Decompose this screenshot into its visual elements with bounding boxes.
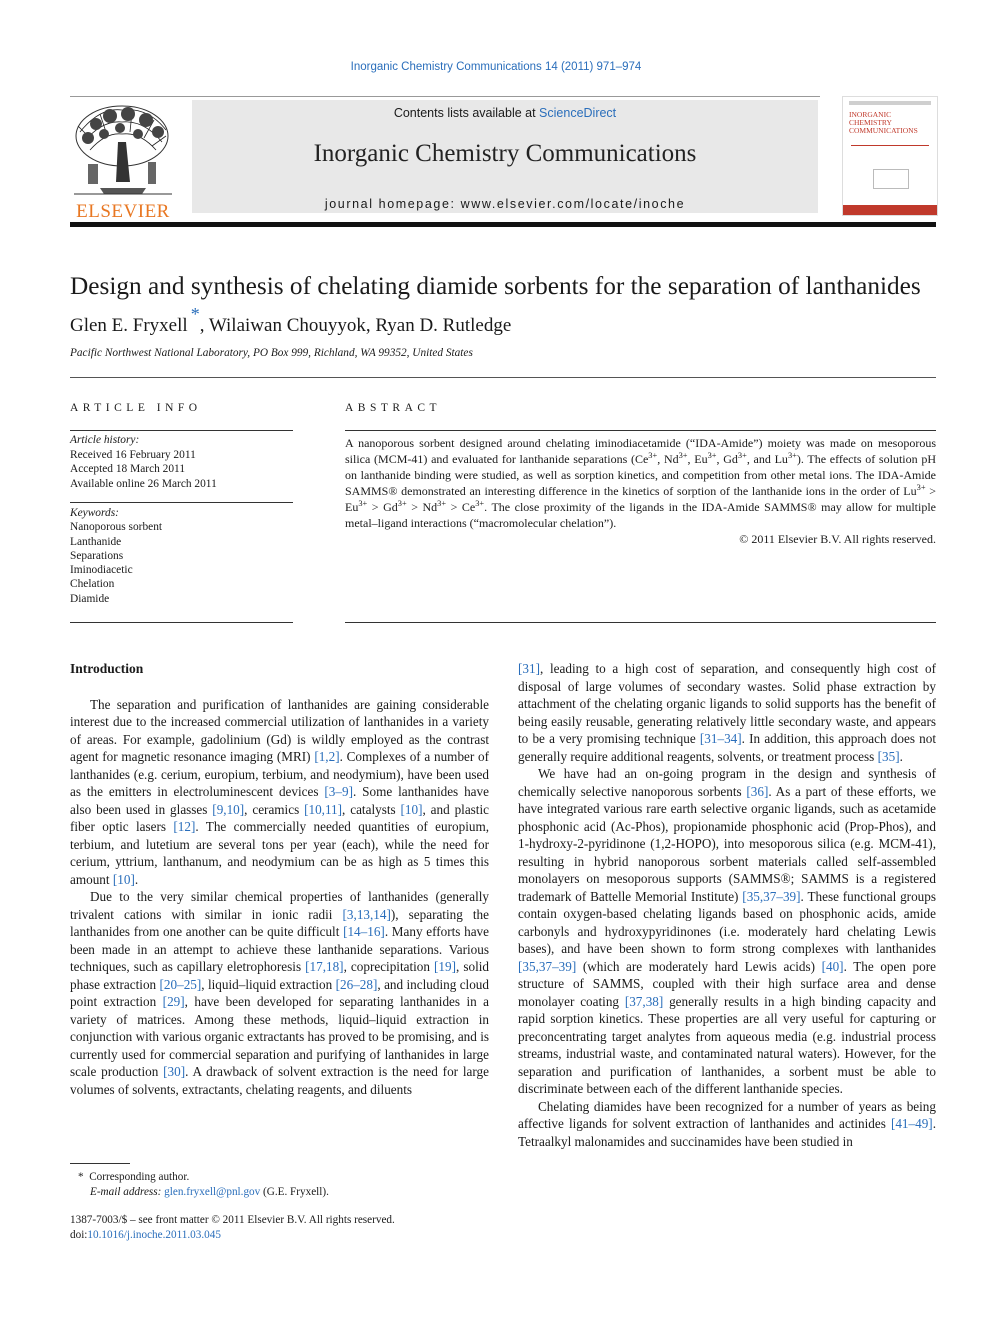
affiliation: Pacific Northwest National Laboratory, PO Box 999, Richland, WA 99352, United States — [70, 347, 473, 359]
citation-link[interactable]: [29] — [162, 994, 185, 1009]
elsevier-tree-icon — [70, 102, 176, 198]
citation-link[interactable]: [3,13,14] — [342, 906, 391, 922]
header-rule — [70, 222, 936, 227]
citation-link[interactable]: [1,2] — [314, 749, 340, 764]
introduction-heading: Introduction — [70, 661, 144, 676]
history-label: Article history: — [70, 434, 140, 446]
abstract-text: A nanoporous sorbent designed around chelating iminodiacetamide (“IDA-Amide”) moiety was made on mesoporous silica (MCM-41) and evaluated for lanthanide separations ($Ce^{3+}$, $Nd^{3+}$, $Eu^{3+}$, $Gd^{3+}$, and $Lu^{3+}$). The effects of solution pH on lanthanide binding were studied, as well as sorption kinetics, and competition from other metal ions. The IDA-Amide SAMMS® demonstrated an interesting difference in the kinetics of sorption of the lanthanide ions in the order of $Lu^{3+} > Eu^{3+} > Gd^{3+} > Nd^{3+} > Ce^{3+}$. The close proximity of the ligands in the IDA-Amide SAMMS® may allow for multiple metal–ligand interactions (“macromolecular chelation”). © 2011 Elsevier B.V. All rights reserved. — [345, 436, 936, 546]
keywords — [70, 506, 295, 606]
keyword: Iminodiacetic — [70, 564, 133, 577]
citation-link[interactable]: [10,11] — [304, 801, 343, 817]
journal-cover-thumbnail[interactable] — [842, 96, 938, 216]
right-paragraph-2: We have had an on-going program in the design and synthesis of chemically selective nanoporous sorbents [36]. As a part of these efforts, we have integrated various rare earth selective organic ligands, such as acetamide phosphonic acid (Ac-Phos), propionamide phosphonic acid (Prop-Phos), and 1-hydroxy-2-pyridinone (1,2-HOPO), into mesoporous silica (e.g. MCM-41), resulting in hybrid nanoporous sorbent materials called self-assembled monolayers on mesoporous supports (SAMMS®; SAMMS is a registered trademark of Battelle Memorial Institute) [35,37–39]. These functional groups contain oxygen-based chelating ligands based on phosphonic acids, amide carbonyls and hydroxypyridinones (i.e. moderately hard chelating Lewis bases), and have been shown to form strong complexes with lanthanides [35,37–39] (which are moderately hard Lewis acids) [40]. The open pore structure of SAMMS, coupled with their high surface area and dense monolayer coating [37,38] generally results in a high binding capacity and rapid sorption kinetics. These properties are all very useful for capturing or preconcentrating target analytes from aqueous media (e.g. industrial process streams, industrial waste, and contaminated natural waters). However, for the separation and purification of lanthanides, a sorbent must be able to discriminate between each of the different lanthanide species. — [518, 766, 936, 1096]
citation-link[interactable]: [26–28] — [335, 976, 378, 992]
abstract-bottom-rule — [345, 622, 936, 623]
keyword: Diamide — [70, 592, 110, 605]
cover-logo-box — [873, 169, 909, 189]
citation-link[interactable]: [20–25] — [159, 976, 202, 992]
doi-link[interactable]: 10.1016/j.inoche.2011.03.045 — [87, 1229, 221, 1241]
right-column — [518, 660, 936, 1150]
homepage-url[interactable]: www.elsevier.com/locate/inoche — [460, 197, 686, 211]
article-title: Design and synthesis of chelating diamide sorbents for the separation of lanthanides — [70, 272, 921, 300]
citation-link[interactable]: [9,10] — [212, 801, 245, 817]
citation-link[interactable]: [10] — [112, 871, 135, 887]
elsevier-logo[interactable] — [70, 102, 176, 222]
corresponding-author-mark[interactable]: * — [190, 303, 200, 324]
issn-line: 1387-7003/$ – see front matter © 2011 Elsevier B.V. All rights reserved. — [70, 1214, 395, 1226]
intro-paragraph-2: Due to the very similar chemical properties of lanthanides (generally trivalent cations with similar in ionic radii [3,13,14]), separating the lanthanides from one another can be quite difficult [14–16]. Many efforts have been made in an attempt to achieve these lanthanide separations. Various techniques, such as capillary eletrophoresis [17,18], coprecipitation [19], solid phase extraction [20–25], liquid–liquid extraction [26–28], and including cloud point extraction [29], have been developed for separating lanthanides in a variety of matrices. Among these methods, liquid–liquid extraction in conjunction with various organic extractants has proved to be promising, and is currently used for commercial separation and purifying of lanthanides in large scale production [30]. A drawback of solvent extraction is the need for large volumes of solvents, extractants, chelating reagents, and diluents — [70, 889, 489, 1097]
copyright: © 2011 Elsevier B.V. All rights reserved. — [739, 532, 936, 546]
citation-link[interactable]: [17,18] — [305, 959, 344, 974]
citation-link[interactable]: [30] — [163, 1064, 186, 1079]
elsevier-wordmark: ELSEVIER — [76, 201, 170, 222]
contents-prefix: Contents lists available at — [393, 106, 540, 120]
cover-bottom-band — [843, 205, 937, 215]
email-label: E-mail address: — [90, 1186, 165, 1198]
cover-title: INORGANIC CHEMISTRY COMMUNICATIONS — [849, 110, 918, 135]
homepage-prefix: journal homepage: — [324, 197, 461, 211]
contents-line — [192, 106, 818, 120]
citation-link[interactable]: [35] — [877, 748, 900, 764]
cover-top-bar — [849, 101, 931, 105]
citation-link[interactable]: [3–9] — [324, 784, 353, 799]
article-info-bottom-rule — [70, 622, 293, 623]
abstract-heading: ABSTRACT — [345, 402, 442, 414]
citation-link[interactable]: [31–34] — [699, 731, 742, 746]
article-history — [70, 433, 295, 491]
cover-rule — [851, 145, 929, 146]
footnote-corresponding — [78, 1170, 498, 1200]
keyword: Chelation — [70, 578, 115, 591]
doi-label: doi: — [70, 1229, 88, 1241]
citation-link[interactable]: [36] — [746, 783, 769, 799]
author-list — [70, 303, 512, 337]
email-link[interactable]: glen.fryxell@pnl.gov — [164, 1186, 261, 1198]
accepted-date: Accepted 18 March 2011 — [70, 463, 186, 475]
sciencedirect-link[interactable]: ScienceDirect — [539, 106, 617, 120]
citation-link[interactable]: [35,37–39] — [742, 888, 801, 904]
citation-link[interactable]: [31] — [518, 661, 540, 676]
citation-link[interactable]: [10] — [400, 801, 423, 817]
online-date: Available online 26 March 2011 — [70, 477, 217, 490]
affiliation-rule — [70, 377, 936, 378]
keywords-rule — [70, 502, 293, 503]
email-suffix: (G.E. Fryxell). — [260, 1186, 329, 1198]
citation-link[interactable]: [41–49] — [890, 1116, 933, 1131]
keywords-label: Keywords: — [70, 507, 119, 519]
citation-link[interactable]: [40] — [821, 958, 844, 974]
front-matter — [70, 1213, 510, 1243]
author-fryxell: Glen E. Fryxell — [70, 315, 188, 336]
right-paragraph-1: [31], leading to a high cost of separation, and consequently high cost of disposal of large volumes of secondary wastes. Solid phase extraction by attachment of the chelating organic ligands to solid supports has the benefit of being easily reusable, generating relatively little secondary waste, and appears to be a very promising technique [31–34]. In addition, this approach does not generally require additional reagents, solvents, or treatment process [35]. — [518, 661, 937, 764]
journal-reference[interactable]: Inorganic Chemistry Communications 14 (2011) 971–974 — [350, 61, 642, 73]
citation-link[interactable]: [35,37–39] — [518, 958, 577, 974]
article-info-heading: ARTICLE INFO — [70, 402, 202, 414]
left-column — [70, 660, 489, 1098]
right-paragraph-3: Chelating diamides have been recognized for a number of years as being affective ligands for solvent extraction of lanthanides and actinides [41–49]. Tetraalkyl malonamides and succinamides have been studied in — [518, 1098, 936, 1149]
journal-homepage — [192, 197, 818, 211]
journal-name: Inorganic Chemistry Communications — [313, 140, 697, 167]
corresponding-author-note: Corresponding author. — [89, 1171, 190, 1183]
keyword: Separations — [70, 549, 124, 562]
keyword: Lanthanide — [70, 535, 122, 548]
citation-link[interactable]: [12] — [173, 819, 196, 834]
citation-link[interactable]: [19] — [434, 959, 457, 974]
abstract-rule — [345, 430, 936, 431]
received-date: Received 16 February 2011 — [70, 448, 196, 461]
citation-link[interactable]: [37,38] — [624, 993, 664, 1009]
citation-link[interactable]: [14–16] — [343, 924, 385, 939]
other-authors: , Wilaiwan Chouyyok, Ryan D. Rutledge — [199, 315, 512, 336]
footnote-rule — [70, 1163, 130, 1164]
intro-paragraph-1: The separation and purification of lanthanides are gaining considerable interest due to the increased commercial utilization of lanthanides in a variety of areas. For example, gadolinium (Gd) is wildly employed as the contrast agent for magnetic resonance imaging (MRI) [1,2]. Complexes of a number of lanthanides (e.g. cerium, europium, terbium, and neodymium), have been used as the emitters in electroluminescent devices [3–9]. Some lanthanides have also been used in glasses [9,10], ceramics [10,11], catalysts [10], and plastic fiber optic lasers [12]. The commercially needed quantities of europium, terbium, and lutetium are several tons per year (each), while the need for cerium, yttrium, lanthanum, and neodymium can be as high as 5 times this amount [10]. — [70, 696, 490, 887]
keyword: Nanoporous sorbent — [70, 521, 163, 534]
footnote-mark: * — [78, 1171, 84, 1183]
article-info-rule — [70, 430, 293, 431]
